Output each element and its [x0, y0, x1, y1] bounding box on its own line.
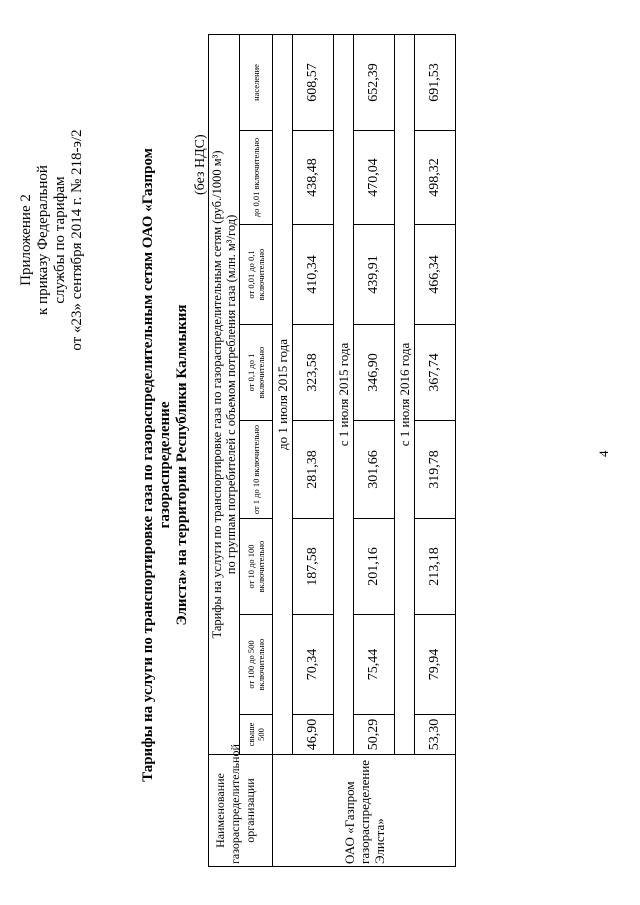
group-header: от 0,01 до 0,1 включительно [240, 225, 273, 325]
group-header-row [240, 34, 273, 866]
period-row [395, 34, 415, 866]
tariff-value: 50,29 [354, 715, 395, 755]
tariff-value: 652,39 [354, 34, 395, 130]
header-row [209, 34, 240, 866]
tariff-value: 46,90 [293, 715, 334, 755]
tariff-value: 187,58 [293, 519, 334, 615]
group-header: до 0,01 включительно [240, 131, 273, 225]
page-number: 4 [596, 450, 611, 457]
tariff-value: 466,34 [415, 225, 456, 325]
table-row [293, 34, 334, 866]
appendix-line: Приложение 2 [18, 194, 34, 286]
group-header: от 1 до 10 включительно [240, 421, 273, 519]
tariff-value: 301,66 [354, 421, 395, 519]
tariff-value: 367,74 [415, 325, 456, 421]
tariff-value: 608,57 [293, 34, 334, 130]
tariff-value: 691,53 [415, 34, 456, 130]
appendix-line: от «23» сентября 2014 г. № 218-э/2 [69, 129, 85, 351]
period-label: до 1 июля 2015 года [273, 34, 293, 754]
tariff-value: 498,32 [415, 131, 456, 225]
group-header: от 100 до 500 включительно [240, 615, 273, 715]
tariff-value: 438,48 [293, 131, 334, 225]
tariff-value: 470,04 [354, 131, 395, 225]
tariff-value: 319,78 [415, 421, 456, 519]
title-line: Тарифы на услуги по транспортировке газа по газораспределительным сетям ОАО «Газпром газораспределение [140, 148, 173, 782]
org-column-header: Наименование газораспределительной организации [209, 755, 273, 867]
tariff-value: 346,90 [354, 325, 395, 421]
title-line: Элиста» на территории Республики Калмыкия [174, 304, 190, 626]
tariff-value: 75,44 [354, 615, 395, 715]
group-header: от 0,1 до 1 включительно [240, 325, 273, 421]
group-header: население [240, 34, 273, 130]
organization-name: ОАО «Газпром газораспределение Элиста» [273, 755, 456, 867]
tariff-value: 439,91 [354, 225, 395, 325]
document-title [140, 85, 191, 845]
tariff-value: 70,34 [293, 615, 334, 715]
tariff-value: 79,94 [415, 615, 456, 715]
period-row [334, 34, 354, 866]
tariff-value: 410,34 [293, 225, 334, 325]
group-header: свыше 500 [240, 715, 273, 755]
tariff-value: 323,58 [293, 325, 334, 421]
tariff-header-line: по группам потребителей с объемом потребления газа (млн. м³/год) [224, 214, 238, 575]
tariffs-table [208, 34, 456, 867]
group-header: от 10 до 100 включительно [240, 519, 273, 615]
table-row [354, 34, 395, 866]
tariff-value: 53,30 [415, 715, 456, 755]
tariff-header-line: Тарифы на услуги по транспортировке газа по газораспределительным сетям (руб./1000 м³) [210, 150, 224, 639]
period-label: с 1 июля 2016 года [395, 34, 415, 754]
vat-note: (без НДС) [193, 134, 208, 195]
tariff-value: 213,18 [415, 519, 456, 615]
tariff-value: 201,16 [354, 519, 395, 615]
table-row [415, 34, 456, 866]
period-row [273, 34, 293, 866]
tariff-value: 281,38 [293, 421, 334, 519]
period-label: с 1 июля 2015 года [334, 34, 354, 754]
appendix-line: службы по тарифам [52, 176, 68, 304]
appendix-note [18, 90, 86, 390]
tariff-column-header [209, 34, 240, 754]
appendix-line: к приказу Федеральной [35, 165, 51, 315]
